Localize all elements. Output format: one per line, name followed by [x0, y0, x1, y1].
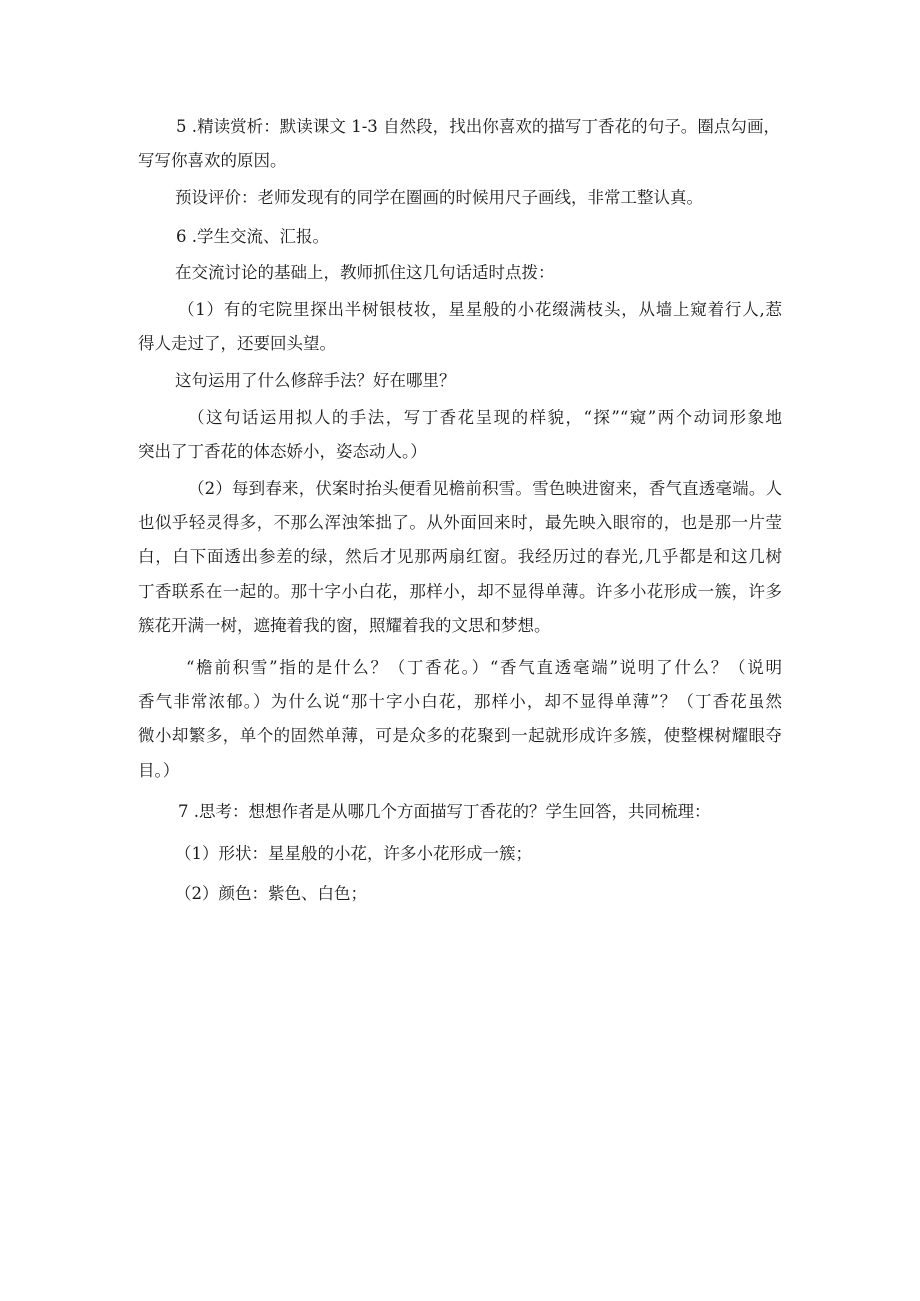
item5-line1: 5 .精读赏析：默读课文 1-3 自然段，找出你喜欢的描写丁香花的句子。圈点勾画， [176, 117, 780, 136]
questions2-line3: 微小却繁多，单个的固然单薄，可是众多的花聚到一起就形成许多簇，使整棵树耀眼夺 [138, 726, 782, 745]
item5-line2: 写写你喜欢的原因。 [138, 151, 287, 170]
sentence2-line1: （2）每到春来，伏案时抬头便看见檐前积雪。雪色映进窗来，香气直透毫端。人 [188, 479, 782, 498]
sentence2-line2: 也似乎轻灵得多，不那么浑浊笨拙了。从外面回来时，最先映入眼帘的，也是那一片莹 [138, 513, 782, 532]
questions2-line2: 香气非常浓郁。）为什么说“那十字小白花，那样小，却不显得单薄”？（丁香花虽然 [138, 692, 782, 711]
sentence2-line3: 白，白下面透出参差的绿，然后才见那两扇红窗。我经历过的春光,几乎都是和这几树 [138, 547, 782, 566]
questions2-line4: 目。） [138, 761, 180, 780]
sentence2-line4: 丁香联系在一起的。那十字小白花，那样小，却不显得单薄。许多小花形成一簇，许多 [138, 582, 782, 601]
questions2-line1: “檐前积雪”指的是什么？（丁香花。）“香气直透毫端”说明了什么？（说明 [186, 658, 782, 677]
answer1-line2: 突出了丁香花的体态娇小，姿态动人。） [138, 442, 427, 461]
summary-color: （2）颜色：紫色、白色； [175, 884, 367, 903]
item7-heading: 7 .思考：想想作者是从哪几个方面描写丁香花的？学生回答，共同梳理： [178, 802, 711, 821]
sentence1-line2: 得人走过了，还要回头望。 [138, 334, 336, 353]
question1: 这句运用了什么修辞手法？好在哪里？ [175, 371, 456, 390]
item6-heading: 6 .学生交流、汇报。 [176, 227, 329, 246]
answer1-line1: （这句话运用拟人的手法，写丁香花呈现的样貌，“探”“窥”两个动词形象地 [188, 408, 782, 427]
sentence2-line5: 簇花开满一树，遮掩着我的窗，照耀着我的文思和梦想。 [138, 616, 551, 635]
discussion-intro: 在交流讨论的基础上，教师抓住这几句话适时点拨： [175, 263, 555, 282]
summary-shape: （1）形状：星星般的小花，许多小花形成一簇； [175, 844, 532, 863]
sentence1-line1: （1）有的宅院里探出半树银枝妆，星星般的小花缀满枝头，从墙上窥着行人,惹 [178, 300, 782, 319]
preset-comment: 预设评价：老师发现有的同学在圈画的时候用尺子画线，非常工整认真。 [175, 188, 703, 207]
